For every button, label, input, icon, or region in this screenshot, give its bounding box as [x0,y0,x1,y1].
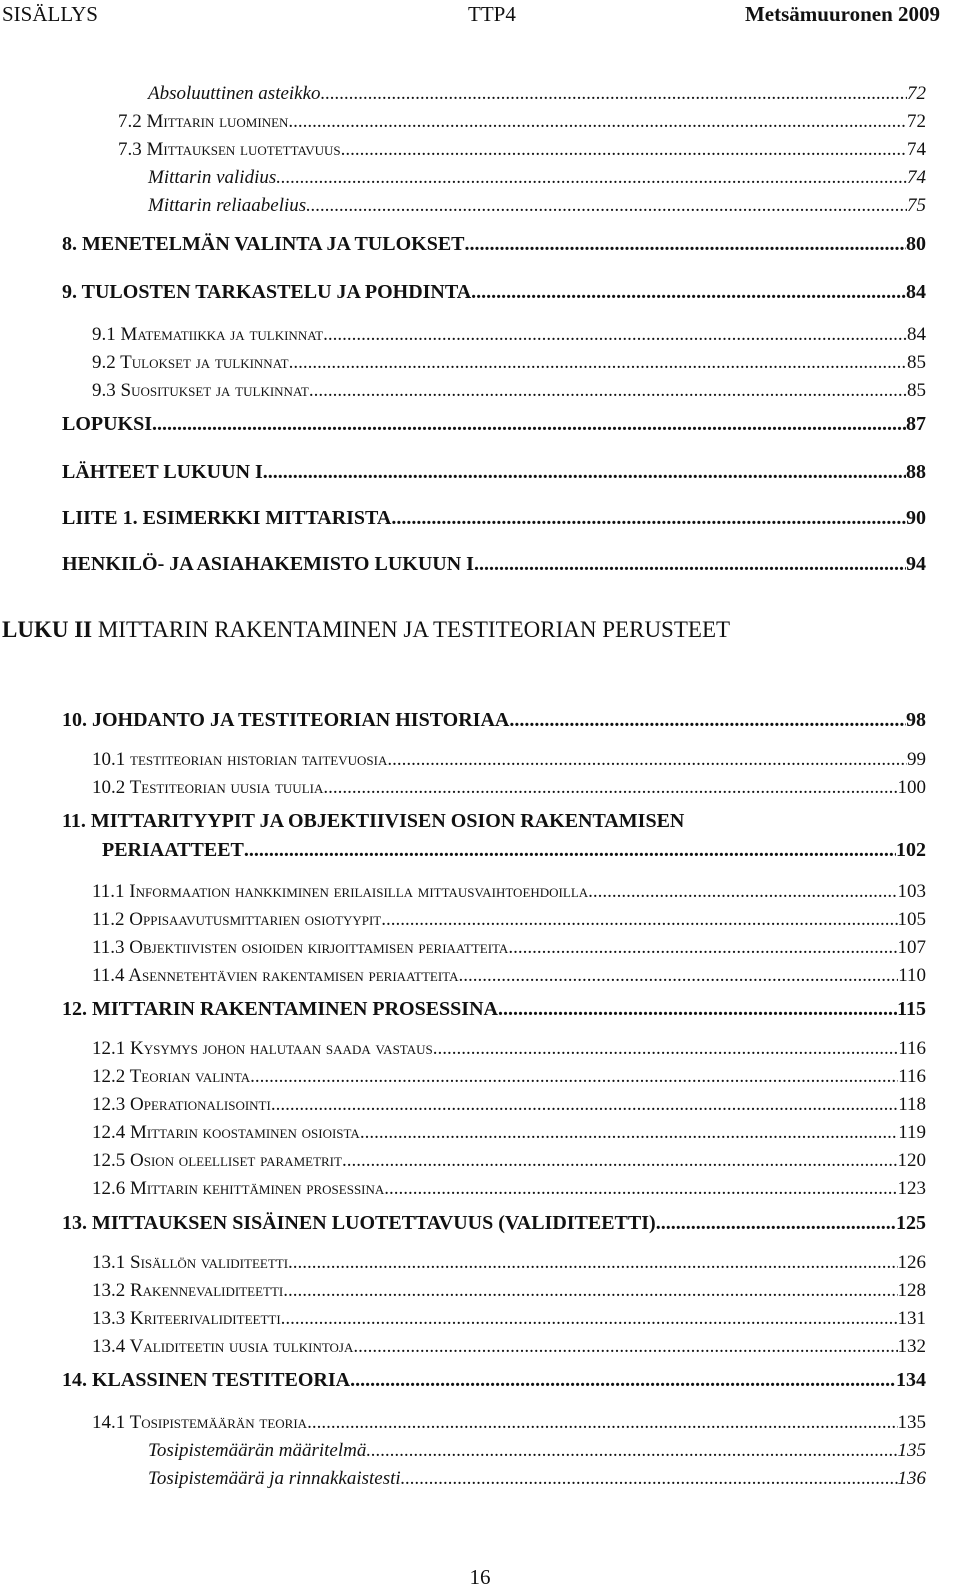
toc-entry-page: 134 [896,1369,926,1391]
toc-entry-page: 84 [906,281,926,303]
toc-entry-page: 99 [907,749,926,770]
dot-leader [350,1369,896,1391]
toc-entry-label: 8. MENETELMÄN VALINTA JA TULOKSET [62,233,465,255]
toc-entry-label: 11.4 Asennetehtävien rakentamisen periaatteita [92,965,459,986]
header-section-title: SISÄLLYS [2,2,98,26]
toc-entry-label: 12.3 Operationalisointi [92,1094,271,1115]
toc-entry-label: Absoluuttinen asteikko [148,83,321,104]
toc-entry-label: 11.2 Oppisaavutusmittarien osiotyypit [92,909,382,930]
dot-leader [509,709,906,731]
dot-leader [276,168,907,189]
toc-entry-label: 9.2 Tulokset ja tulkinnat [92,352,289,373]
toc-entry[interactable] [92,910,926,931]
dot-leader [498,998,897,1020]
dot-leader [471,281,906,303]
toc-entry-page: 74 [907,167,926,188]
toc-entry-page: 87 [906,413,926,435]
toc-entry[interactable] [62,709,926,731]
dot-leader [289,353,907,374]
toc-entry-label: 14. KLASSINEN TESTITEORIA [62,1369,351,1391]
toc-entry-page: 85 [907,380,926,401]
dot-leader [323,325,907,346]
toc-entry[interactable] [92,938,926,959]
dot-leader [342,1151,898,1172]
toc-entry-page: 98 [906,709,926,731]
toc-entry-label: 13.1 Sisällön validiteetti [92,1252,289,1273]
toc-entry-page: 135 [897,1440,926,1461]
toc-entry-page: 123 [897,1178,926,1199]
toc-entry-page: 85 [907,352,926,373]
dot-leader [366,1441,897,1462]
toc-entry-label: Mittarin reliaabelius [148,195,307,216]
dot-leader [465,233,906,255]
toc-entry[interactable] [92,1151,926,1172]
dot-leader [381,910,897,931]
toc-entry[interactable] [92,1413,926,1434]
dot-leader [401,1469,898,1490]
header-book-code: TTP4 [468,2,516,26]
dot-leader [307,1413,897,1434]
toc-entry-label: 10.2 Testiteorian uusia tuulia [92,777,324,798]
toc-entry[interactable] [62,1212,926,1234]
toc-entry-label: 11. MITTARITYYPIT JA OBJEKTIIVISEN OSION RAKENTAMISEN [62,810,685,832]
toc-entry[interactable] [62,1369,926,1391]
toc-entry-page: 120 [897,1150,926,1171]
toc-entry-label: 10. JOHDANTO JA TESTITEORIAN HISTORIAA [62,709,510,731]
toc-entry-label: 12.1 Kysymys johon halutaan saada vastaus [92,1038,433,1059]
toc-entry-label: HENKILÖ- JA ASIAHAKEMISTO LUKUUN I [62,553,474,575]
toc-entry-label: Tosipistemäärä ja rinnakkaistesti [148,1468,401,1489]
toc-entry[interactable] [92,778,926,799]
toc-entry-page: 125 [896,1212,926,1234]
dot-leader [283,1281,897,1302]
toc-entry[interactable] [92,1095,926,1116]
toc-entry[interactable] [92,882,926,903]
toc-entry[interactable] [62,553,926,575]
toc-entry[interactable] [62,233,926,255]
toc-entry-page: 131 [897,1308,926,1329]
toc-entry-page: 74 [907,139,926,160]
toc-entry-label: LOPUKSI [62,413,153,435]
toc-entry-label: 12. MITTARIN RAKENTAMINEN PROSESSINA [62,998,498,1020]
toc-entry[interactable] [92,353,926,374]
toc-entry-label: 11.3 Objektiivisten osioiden kirjoittamisen periaatteita [92,937,509,958]
toc-entry-page: 126 [897,1252,926,1273]
dot-leader [341,140,907,161]
dot-leader [323,778,897,799]
dot-leader [281,1309,898,1330]
toc-entry-label: 9.1 Matematiikka ja tulkinnat [92,324,324,345]
dot-leader [309,381,907,402]
toc-entry[interactable] [148,196,926,217]
toc-entry-page: 94 [906,553,926,575]
toc-entry-label: 12.2 Teorian valinta [92,1066,251,1087]
toc-entry[interactable] [62,507,926,529]
toc-entry[interactable] [148,84,926,105]
toc-entry[interactable] [92,1179,926,1200]
dot-leader [588,882,897,903]
toc-entry-page: 110 [898,965,926,986]
toc-entry-label: 13. MITTAUKSEN SISÄINEN LUOTETTAVUUS (VALIDITEETTI) [62,1212,656,1234]
dot-leader [263,461,906,483]
toc-entry[interactable] [118,140,926,161]
toc-entry[interactable] [62,413,926,435]
header-author-year: Metsämuuronen 2009 [744,2,940,26]
toc-entry[interactable] [92,1123,926,1144]
dot-leader [391,507,906,529]
toc-entry-page: 115 [897,998,926,1020]
toc-entry-page: 132 [897,1336,926,1357]
toc-entry-page: 103 [897,881,926,902]
dot-leader [306,196,907,217]
dot-leader [433,1039,898,1060]
toc-entry[interactable] [118,112,926,133]
toc-entry[interactable] [92,1337,926,1358]
toc-entry[interactable] [92,325,926,346]
part-heading [2,617,730,643]
toc-entry-page: 75 [907,195,926,216]
dot-leader [458,966,898,987]
toc-entry-label: Tosipistemäärän määritelmä [148,1440,367,1461]
toc-entry-label: Mittarin validius [148,167,277,188]
toc-entry[interactable] [92,750,926,771]
toc-entry-label: 12.5 Osion oleelliset parametrit [92,1150,342,1171]
toc-entry[interactable] [148,168,926,189]
toc-entry-label: 11.1 Informaation hankkiminen erilaisilla mittausvaihtoehdoilla [92,881,589,902]
part-title: MITTARIN RAKENTAMINEN JA TESTITEORIAN PERUSTEET [97,617,731,642]
part-prefix: LUKU II [2,617,93,642]
dot-leader [360,1123,898,1144]
dot-leader [656,1212,896,1234]
toc-entry-label: PERIAATTEET [102,839,244,861]
toc-entry-page: 80 [906,233,926,255]
toc-entry-page: 102 [896,839,926,861]
dot-leader [250,1067,898,1088]
toc-entry-page: 136 [897,1468,926,1489]
dot-leader [152,413,906,435]
dot-leader [474,553,906,575]
toc-entry-label: 12.4 Mittarin koostaminen osioista [92,1122,360,1143]
toc-entry-label: 7.2 Mittarin luominen [118,111,289,132]
toc-entry-label: 13.3 Kriteerivaliditeetti [92,1308,281,1329]
toc-entry-page: 118 [898,1094,926,1115]
dot-leader [288,112,907,133]
toc-entry-page: 119 [898,1122,926,1143]
toc-entry-label: 12.6 Mittarin kehittäminen prosessina [92,1178,385,1199]
toc-entry-label: 10.1 testiteorian historian taitevuosia [92,749,388,770]
toc-entry[interactable] [62,461,926,483]
toc-entry[interactable] [62,281,926,303]
toc-entry-page: 90 [906,507,926,529]
dot-leader [387,750,907,771]
toc-entry-page: 72 [907,111,926,132]
toc-entry[interactable] [92,1253,926,1274]
toc-entry-page: 105 [897,909,926,930]
toc-entry-page: 84 [907,324,926,345]
toc-entry[interactable] [92,966,926,987]
toc-entry-label: LÄHTEET LUKUUN I [62,461,263,483]
toc-entry[interactable] [92,381,926,402]
dot-leader [353,1337,897,1358]
toc-entry-label: 14.1 Tosipistemäärän teoria [92,1412,308,1433]
dot-leader [508,938,897,959]
dot-leader [288,1253,897,1274]
toc-entry[interactable] [148,1469,926,1490]
toc-entry-page: 128 [897,1280,926,1301]
toc-entry-label: 7.3 Mittauksen luotettavuus [118,139,341,160]
toc-entry-label: 13.2 Rakennevaliditeetti [92,1280,284,1301]
toc-entry-page: 72 [907,83,926,104]
toc-entry-label: LIITE 1. ESIMERKKI MITTARISTA [62,507,392,529]
toc-entry-page: 100 [897,777,926,798]
toc-entry-label: 9. TULOSTEN TARKASTELU JA POHDINTA [62,281,472,303]
toc-entry[interactable] [92,1039,926,1060]
toc-entry[interactable] [92,1281,926,1302]
toc-entry-page: 116 [898,1038,926,1059]
toc-entry-page: 88 [906,461,926,483]
toc-entry[interactable] [62,810,926,832]
page-number: 16 [469,1565,491,1589]
dot-leader [244,839,896,861]
toc-entry-page: 116 [898,1066,926,1087]
toc-entry[interactable] [148,1441,926,1462]
toc-entry-page: 107 [897,937,926,958]
toc-entry[interactable] [102,839,926,861]
dot-leader [321,84,907,105]
toc-entry-label: 9.3 Suositukset ja tulkinnat [92,380,309,401]
toc-entry[interactable] [62,998,926,1020]
dot-leader [384,1179,897,1200]
toc-entry[interactable] [92,1067,926,1088]
toc-entry-page: 135 [897,1412,926,1433]
toc-entry-label: 13.4 Validiteetin uusia tulkintoja [92,1336,354,1357]
toc-entry[interactable] [92,1309,926,1330]
dot-leader [271,1095,898,1116]
